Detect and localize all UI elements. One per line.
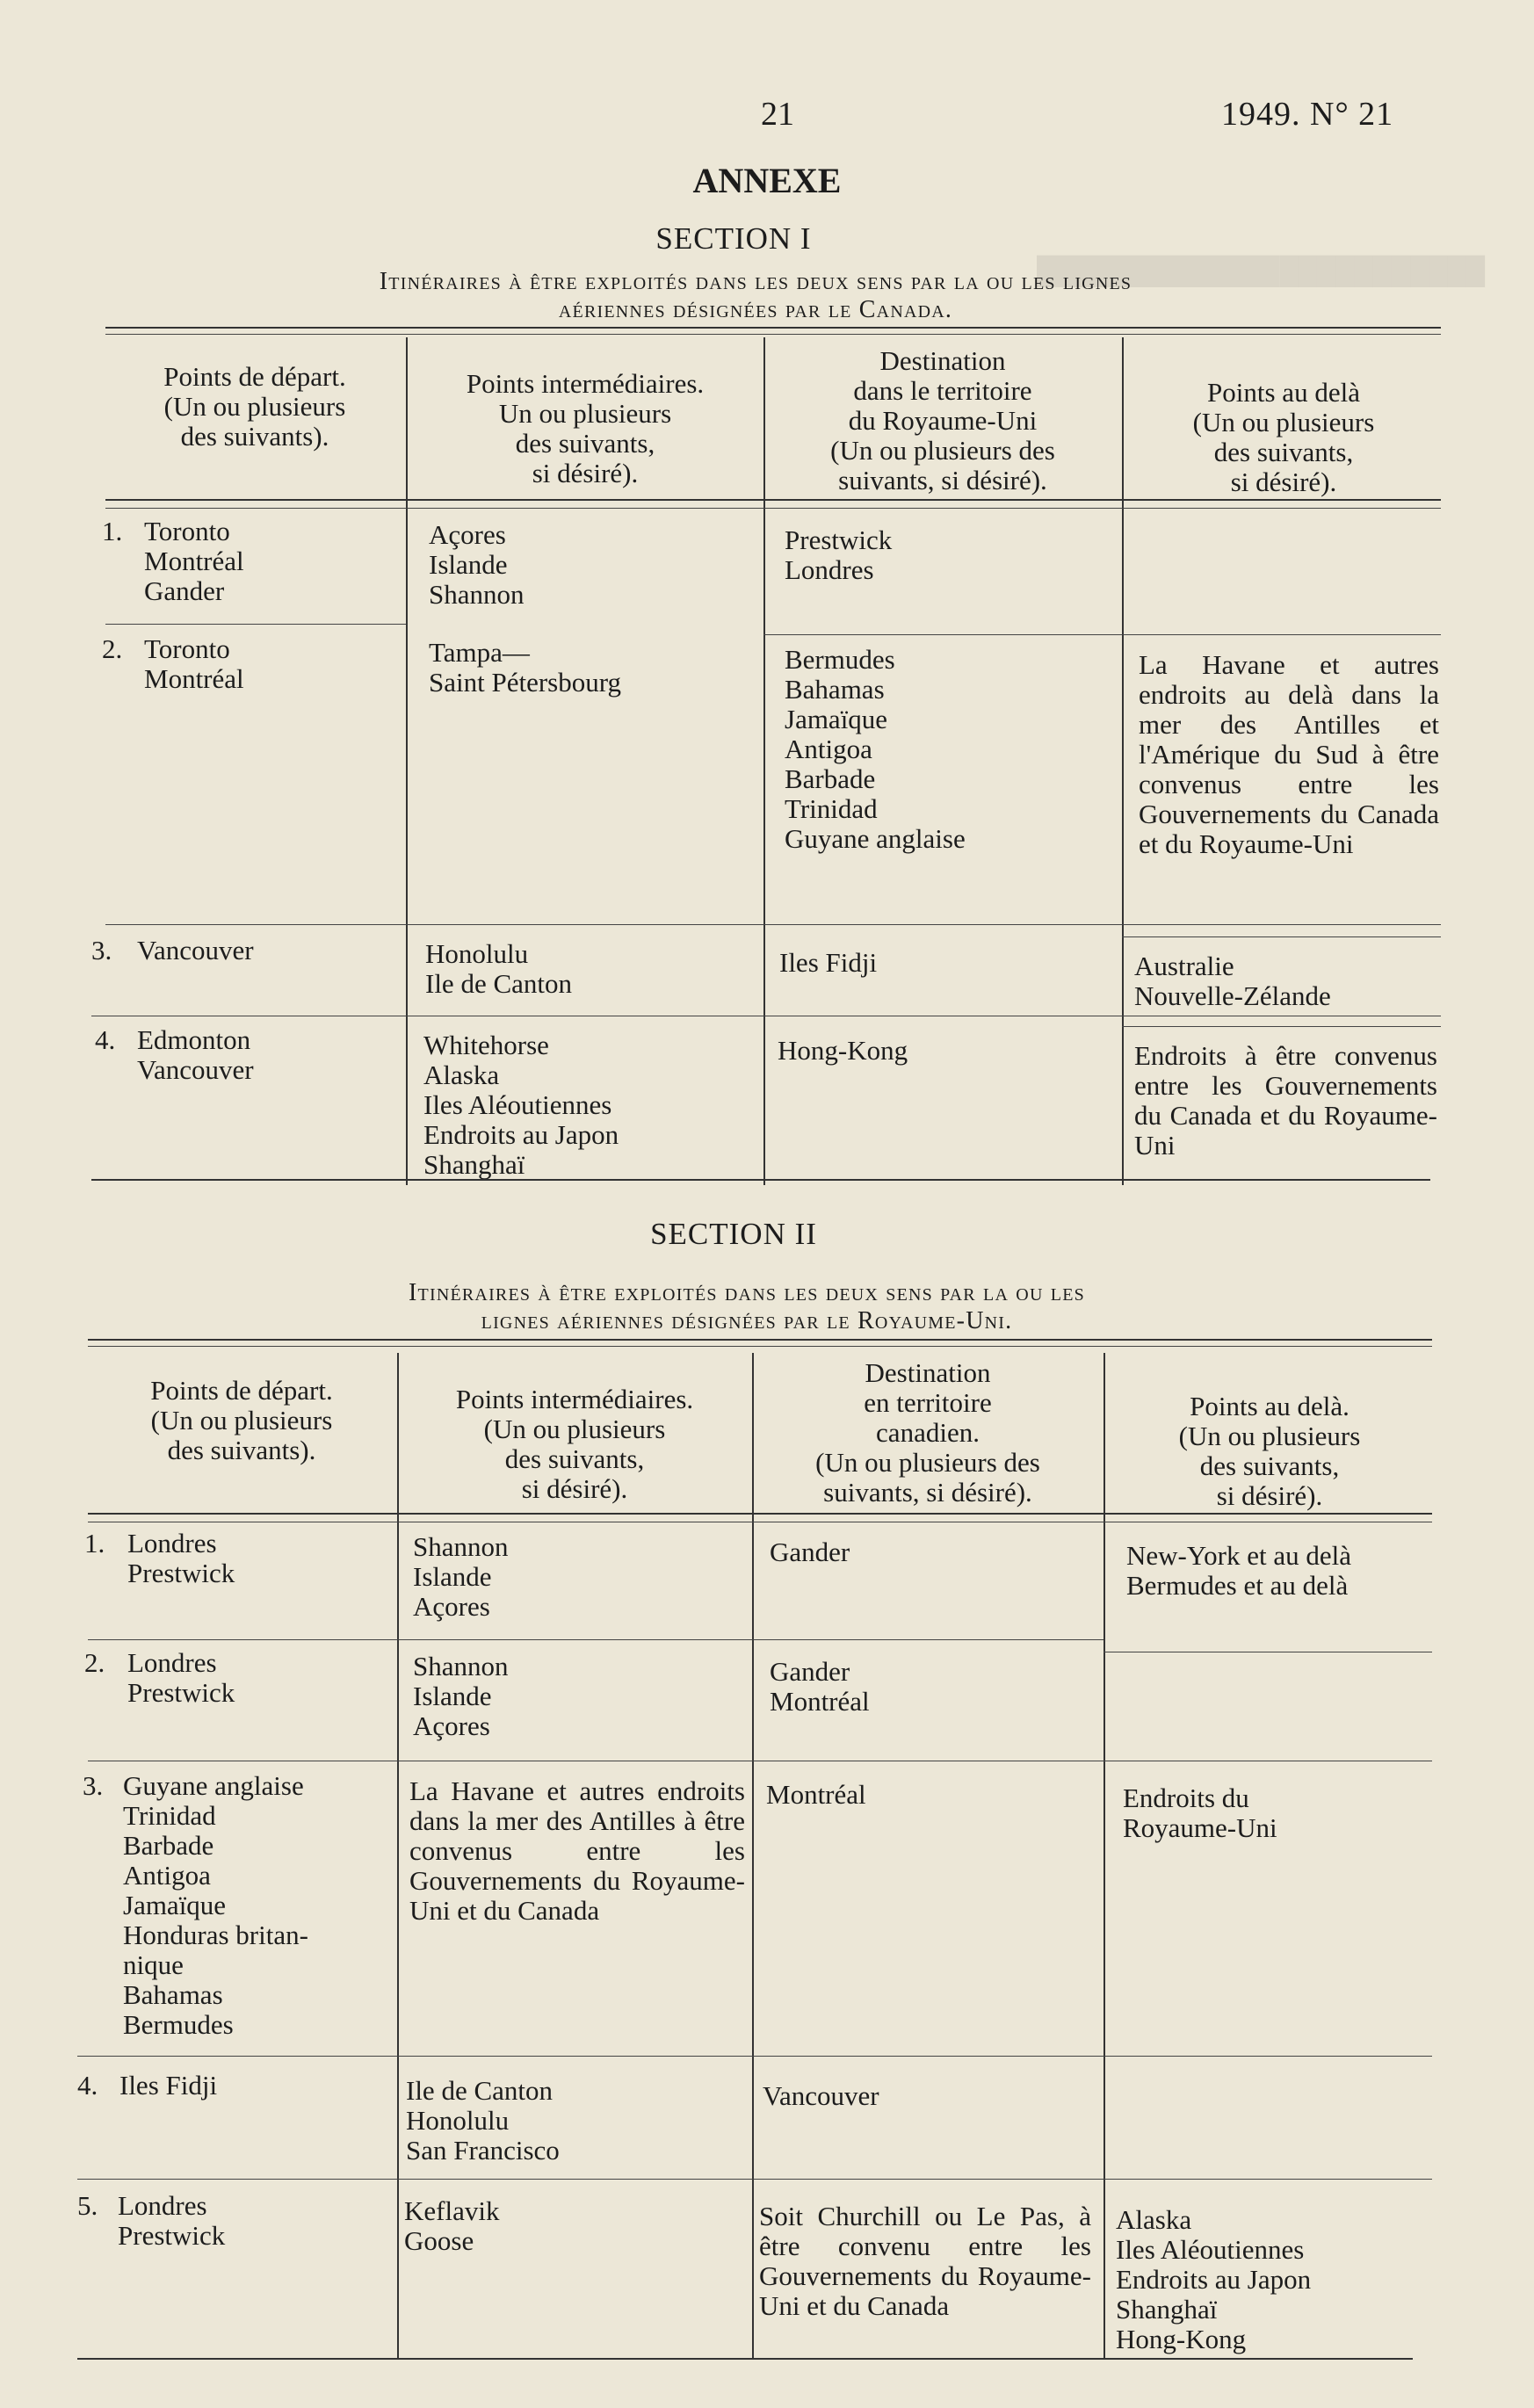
- header-rule: [88, 1513, 1432, 1515]
- row-number: 4.: [95, 1024, 116, 1055]
- beyond-cell: Endroits du Royaume-Uni: [1123, 1782, 1277, 1843]
- intermediate-cell: Açores Islande Shannon: [429, 519, 525, 610]
- row-number: 5.: [77, 2190, 98, 2221]
- section-1-subtitle-line-1: Itinéraires à être exploités dans les deux sens par la ou les lignes: [379, 268, 1132, 295]
- row-rule: [88, 1639, 1103, 1640]
- departure-cell: Toronto Montréal Gander: [144, 516, 244, 606]
- departure-cell: Iles Fidji: [119, 2070, 218, 2101]
- destination-cell: Prestwick Londres: [785, 524, 893, 585]
- departure-cell: Vancouver: [137, 935, 254, 965]
- destination-cell: Gander: [770, 1537, 850, 1567]
- column-divider: [752, 1353, 754, 2359]
- destination-cell: Gander Montréal: [770, 1656, 870, 1717]
- column-header-departure: Points de départ. (Un ou plusieurs des suivants).: [150, 1375, 333, 1465]
- column-header-beyond: Points au delà (Un ou plusieurs des suivants, si désiré).: [1192, 377, 1375, 497]
- column-header-intermediate: Points intermédiaires. (Un ou plusieurs des suivants, si désiré).: [455, 1384, 694, 1504]
- destination-cell: Iles Fidji: [779, 947, 878, 978]
- annexe-title: ANNEXE: [692, 161, 842, 200]
- departure-cell: Toronto Montréal: [144, 633, 244, 694]
- row-number: 3.: [91, 935, 112, 965]
- row-rule: [77, 2056, 1432, 2057]
- departure-cell: Londres Prestwick: [127, 1647, 235, 1708]
- section-2-title: SECTION II: [650, 1217, 817, 1251]
- table-rule: [88, 1339, 1432, 1341]
- destination-cell: Soit Churchill ou Le Pas, à être convenu entre les Gouvernements du Royaume-Uni et du Canada: [759, 2201, 1091, 2321]
- departure-cell: Edmonton Vancouver: [137, 1024, 254, 1085]
- departure-cell: Guyane anglaise Trinidad Barbade Antigoa Jamaïque Honduras britan- nique Bahamas Bermudes: [123, 1770, 308, 2040]
- column-header-destination: Destination en territoire canadien. (Un ou plusieurs des suivants, si désiré).: [815, 1357, 1040, 1508]
- table-rule: [105, 327, 1441, 329]
- section-1-subtitle-line-2: aériennes désignées par le Canada.: [558, 296, 953, 323]
- column-divider: [1103, 1353, 1105, 2359]
- column-divider: [1122, 337, 1124, 1185]
- column-divider: [406, 337, 408, 1185]
- row-rule: [763, 634, 1441, 635]
- column-divider: [763, 337, 765, 1185]
- beyond-cell: Endroits à être convenus entre les Gouvernements du Canada et du Royaume-Uni: [1134, 1040, 1437, 1161]
- row-rule: [1122, 1026, 1441, 1027]
- destination-cell: Montréal: [766, 1779, 866, 1810]
- intermediate-cell: Ile de Canton Honolulu San Francisco: [406, 2075, 560, 2166]
- row-rule: [1122, 936, 1441, 937]
- departure-cell: Londres Prestwick: [118, 2190, 226, 2251]
- row-number: 2.: [84, 1647, 105, 1678]
- intermediate-cell: Honolulu Ile de Canton: [425, 938, 573, 999]
- column-header-intermediate: Points intermédiaires. Un ou plusieurs des suivants, si désiré).: [466, 368, 705, 488]
- header-rule: [105, 508, 1441, 509]
- row-rule: [105, 624, 406, 625]
- column-header-destination: Destination dans le territoire du Royaume-Uni (Un ou plusieurs des suivants, si désiré).: [830, 345, 1055, 495]
- page-number: 21: [761, 96, 794, 133]
- row-number: 1.: [102, 516, 123, 546]
- row-rule: [105, 924, 1441, 925]
- row-number: 4.: [77, 2070, 98, 2101]
- intermediate-cell: La Havane et autres endroits dans la mer des Antilles à être convenus entre les Gouvernements du Royaume-Uni et du Canada: [409, 1775, 745, 1926]
- row-rule: [77, 2179, 1432, 2180]
- section-2-subtitle-line-2: lignes aériennes désignées par le Royaume-Uni.: [481, 1307, 1013, 1334]
- table-bottom-rule: [91, 1179, 1430, 1181]
- beyond-cell: La Havane et autres endroits au delà dans la mer des Antilles et l'Amérique du Sud à être convenus entre les Gouvernements du Canada et du Royaume-Uni: [1139, 649, 1439, 859]
- row-number: 2.: [102, 633, 123, 664]
- intermediate-cell: Tampa— Saint Pétersbourg: [429, 637, 621, 698]
- section-1-title: SECTION I: [655, 221, 812, 256]
- column-header-departure: Points de départ. (Un ou plusieurs des suivants).: [163, 361, 346, 452]
- table-bottom-rule: [77, 2358, 1413, 2360]
- row-number: 1.: [84, 1528, 105, 1558]
- table-rule: [88, 1346, 1432, 1347]
- row-number: 3.: [83, 1770, 104, 1801]
- beyond-cell: New-York et au delà Bermudes et au delà: [1126, 1540, 1351, 1601]
- intermediate-cell: Shannon Islande Açores: [413, 1531, 509, 1622]
- column-divider: [397, 1353, 399, 2359]
- table-rule: [105, 334, 1441, 335]
- destination-cell: Vancouver: [763, 2080, 879, 2111]
- beyond-cell: Alaska Iles Aléoutiennes Endroits au Japon Shanghaï Hong-Kong: [1116, 2204, 1312, 2354]
- departure-cell: Londres Prestwick: [127, 1528, 235, 1588]
- intermediate-cell: Shannon Islande Açores: [413, 1651, 509, 1741]
- intermediate-cell: Whitehorse Alaska Iles Aléoutiennes Endroits au Japon Shanghaï: [423, 1030, 619, 1180]
- column-header-beyond: Points au delà. (Un ou plusieurs des suivants, si désiré).: [1178, 1391, 1361, 1511]
- section-2-subtitle-line-1: Itinéraires à être exploités dans les deux sens par la ou les: [409, 1279, 1085, 1306]
- year-number: 1949. N° 21: [1221, 96, 1394, 133]
- intermediate-cell: Keflavik Goose: [404, 2195, 500, 2256]
- destination-cell: Bermudes Bahamas Jamaïque Antigoa Barbade Trinidad Guyane anglaise: [785, 644, 966, 854]
- beyond-cell: Australie Nouvelle-Zélande: [1134, 951, 1331, 1011]
- show-through-shadow: ████████████████████████: [1037, 257, 1486, 286]
- header-rule: [105, 499, 1441, 501]
- destination-cell: Hong-Kong: [778, 1035, 908, 1066]
